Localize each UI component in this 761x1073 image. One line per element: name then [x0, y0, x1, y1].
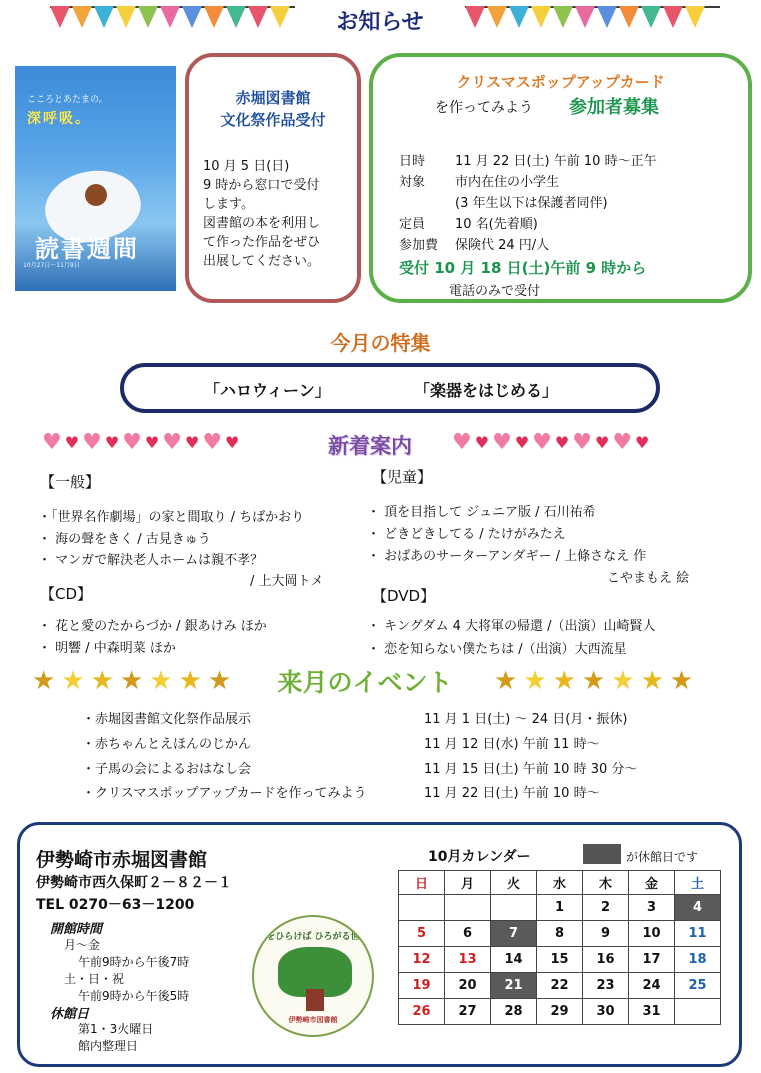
- christmas-event-title: クリスマスポップアップカード: [456, 73, 665, 91]
- star-icon: ★: [90, 666, 114, 696]
- calendar-note: が休館日です: [626, 850, 699, 864]
- heart-icon: ♥: [225, 433, 240, 452]
- event-date: 11 月 22 日(土) 午前 10 時～: [424, 786, 600, 801]
- bunting-flag: [487, 6, 507, 28]
- heart-icon: ♥: [572, 430, 592, 455]
- calendar-empty-cell: [399, 895, 445, 921]
- star-icon: ★: [611, 666, 635, 696]
- hours-title: 開館時間: [50, 922, 103, 937]
- library-logo: 本をひらけば ひろがる世界 伊勢崎市図書館: [252, 915, 374, 1037]
- culture-festival-title: 赤堀図書館 文化祭作品受付: [220, 89, 326, 129]
- event-date: 11 月 12 日(水) 午前 11 時～: [424, 737, 600, 752]
- library-phone: TEL 0270－63－1200: [36, 897, 195, 913]
- book-item: ・ 頂を目指して ジュニア版 / 石川祐希: [367, 505, 596, 520]
- bunting-flag: [641, 6, 661, 28]
- event-accept: 受付 10 月 18 日(土)午前 9 時から: [399, 259, 647, 277]
- calendar-day: 23: [583, 973, 629, 999]
- star-icon: ★: [149, 666, 173, 696]
- calendar-day: 1: [537, 895, 583, 921]
- calendar-day: 9: [583, 921, 629, 947]
- weekend-label: 土・日・祝: [64, 972, 125, 986]
- closed-day-1: 第1・3火曜日: [78, 1022, 154, 1036]
- heart-icon: ♥: [635, 433, 650, 452]
- event-accept-note: 電話のみで受付: [449, 284, 541, 299]
- bunting-flag: [509, 6, 529, 28]
- bunting-flag: [72, 6, 92, 28]
- bunting-flag: [138, 6, 158, 28]
- bunting-flag: [116, 6, 136, 28]
- calendar-day: 17: [629, 947, 675, 973]
- star-icon: ★: [552, 666, 576, 696]
- calendar-day: 10: [629, 921, 675, 947]
- heart-icon: ♥: [514, 433, 530, 452]
- star-icon: ★: [494, 666, 518, 696]
- event-detail-row: 定員 10 名(先着順): [399, 217, 538, 232]
- feature-item-instruments: 「楽器をはじめる」: [414, 381, 559, 400]
- category-children: 【児童】: [372, 468, 433, 486]
- calendar-day: 31: [629, 999, 675, 1025]
- hearts-right: [452, 430, 652, 456]
- calendar-day: 12: [399, 947, 445, 973]
- christmas-event-subtitle: を作ってみよう: [435, 100, 533, 116]
- calendar-title: 10月カレンダー: [428, 849, 531, 865]
- star-icon: ★: [640, 666, 664, 696]
- calendar-day: 15: [537, 947, 583, 973]
- star-icon: ★: [581, 666, 606, 696]
- dvd-item: ・ 恋を知らない僕たちは /（出演）大西流星: [367, 642, 627, 657]
- heart-icon: ♥: [554, 433, 570, 452]
- calendar-day: 18: [675, 947, 721, 973]
- bunting-flag: [204, 6, 224, 28]
- heart-icon: ♥: [452, 430, 472, 455]
- calendar-day: 5: [399, 921, 445, 947]
- bunting-flag: [94, 6, 114, 28]
- library-info-box: [17, 822, 742, 1067]
- weekday-label: 月～金: [64, 938, 101, 952]
- star-icon: ★: [669, 666, 694, 696]
- bunting-flag: [531, 6, 551, 28]
- heart-icon: ♥: [122, 430, 142, 455]
- heart-icon: ♥: [474, 433, 490, 452]
- star-icon: ★: [32, 666, 56, 696]
- calendar-day: 28: [491, 999, 537, 1025]
- calendar-day: 24: [629, 973, 675, 999]
- dvd-item: ・ キングダム 4 大将軍の帰還 /（出演）山崎賢人: [367, 619, 656, 634]
- new-arrivals-title: 新着案内: [328, 434, 412, 458]
- book-item: ・「世界名作劇場」の家と間取り / ちばかおり: [38, 510, 305, 525]
- poster-title: 読書週間: [35, 235, 139, 263]
- calendar-weekday-header: 水: [537, 871, 583, 895]
- event-detail-row: 参加費 保険代 24 円/人: [399, 238, 550, 253]
- event-detail-row: (3 年生以下は保護者同伴): [455, 196, 608, 211]
- bunting-flag: [553, 6, 573, 28]
- poster-catch: 深呼吸。: [27, 111, 91, 127]
- calendar-weekday-header: 火: [491, 871, 537, 895]
- bunting-flag: [663, 6, 683, 28]
- bunting-flag: [226, 6, 246, 28]
- heart-icon: ♥: [42, 430, 62, 455]
- october-calendar: [398, 870, 721, 1025]
- bunting-flag: [685, 6, 705, 28]
- heart-icon: ♥: [532, 430, 552, 455]
- event-date: 11 月 1 日(土) ～ 24 日(月・振休): [424, 712, 628, 727]
- heart-icon: ♥: [612, 430, 633, 455]
- calendar-day: 30: [583, 999, 629, 1025]
- bunting-flag: [619, 6, 639, 28]
- weekday-hours: 午前9時から午後7時: [78, 955, 190, 969]
- bunting-flag: [182, 6, 202, 28]
- library-address: 伊勢崎市西久保町２－８２－１: [36, 875, 232, 891]
- bunting-flag: [50, 6, 70, 28]
- participant-recruitment: 参加者募集: [569, 97, 659, 118]
- calendar-day: 25: [675, 973, 721, 999]
- closed-day-2: 館内整理日: [78, 1039, 139, 1053]
- hearts-left: [42, 430, 242, 456]
- calendar-day: 3: [629, 895, 675, 921]
- closed-day-legend-swatch: [583, 844, 621, 864]
- calendar-weekday-header: 月: [445, 871, 491, 895]
- book-item: ・ おばあのサーターアンダギー / 上條さなえ 作: [367, 549, 647, 564]
- cd-item: ・ 花と愛のたからづか / 銀あけみ ほか: [38, 619, 267, 634]
- calendar-day: 11: [675, 921, 721, 947]
- heart-icon: ♥: [202, 430, 223, 455]
- event-detail-row: 日時 11 月 22 日(土) 午前 10 時～正午: [399, 154, 657, 169]
- calendar-day: 21: [491, 973, 537, 999]
- bunting-left: [50, 6, 292, 32]
- calendar-weekday-header: 日: [399, 871, 445, 895]
- bunting-flag: [465, 6, 485, 28]
- calendar-day: 27: [445, 999, 491, 1025]
- book-item-author: / 上大岡トメ: [250, 574, 324, 589]
- christmas-card-event-box: [369, 53, 752, 303]
- heart-icon: ♥: [594, 433, 610, 452]
- cd-item: ・ 明響 / 中森明菜 ほか: [38, 641, 176, 656]
- calendar-empty-cell: [445, 895, 491, 921]
- star-icon: ★: [178, 666, 202, 696]
- heart-icon: ♥: [184, 433, 200, 452]
- book-item-author: こやまもえ 絵: [607, 571, 690, 586]
- feature-box: [120, 363, 660, 413]
- page-title: お知らせ: [336, 10, 424, 35]
- calendar-weekday-header: 土: [675, 871, 721, 895]
- event-name: ・赤ちゃんとえほんのじかん: [82, 737, 252, 752]
- book-item: ・ 海の聲をきく / 古見きゅう: [38, 532, 211, 547]
- category-general: 【一般】: [40, 473, 101, 491]
- calendar-day: 7: [491, 921, 537, 947]
- stars-right: [494, 668, 699, 694]
- reading-week-poster: [15, 66, 176, 291]
- bunting-flag: [597, 6, 617, 28]
- calendar-day: 4: [675, 895, 721, 921]
- bunting-flag: [575, 6, 595, 28]
- bunting-flag: [248, 6, 268, 28]
- stars-left: [32, 668, 237, 694]
- category-cd: 【CD】: [40, 585, 93, 603]
- heart-icon: ♥: [144, 433, 160, 452]
- feature-title: 今月の特集: [330, 331, 431, 355]
- calendar-day: 29: [537, 999, 583, 1025]
- event-name: ・子馬の会によるおはなし会: [82, 762, 252, 777]
- calendar-weekday-header: 金: [629, 871, 675, 895]
- bunting-flag: [270, 6, 290, 28]
- book-item: ・ どきどきしてる / たけがみたえ: [367, 527, 566, 542]
- event-name: ・赤堀図書館文化祭作品展示: [82, 712, 252, 727]
- poster-child-illustration: [85, 184, 107, 206]
- book-item: ・ マンガで解決老人ホームは親不孝？: [38, 553, 264, 568]
- heart-icon: ♥: [104, 433, 120, 452]
- events-title: 来月のイベント: [277, 668, 453, 697]
- calendar-day: 14: [491, 947, 537, 973]
- heart-icon: ♥: [64, 433, 80, 452]
- event-detail-row: 対象 市内在住の小学生: [399, 175, 560, 190]
- calendar-day: 19: [399, 973, 445, 999]
- culture-festival-body: 10 月 5 日(日) 9 時から窓口で受付 します。 図書館の本を利用し て作った作品をぜひ 出展してください。: [203, 159, 321, 269]
- event-name: ・クリスマスポップアップカードを作ってみよう: [82, 786, 367, 801]
- calendar-empty-cell: [675, 999, 721, 1025]
- feature-item-halloween: 「ハロウィーン」: [204, 381, 331, 400]
- heart-icon: ♥: [162, 430, 182, 455]
- book-trunk-icon: [306, 989, 324, 1011]
- calendar-empty-cell: [491, 895, 537, 921]
- calendar-weekday-header: 木: [583, 871, 629, 895]
- bunting-right: [465, 6, 707, 32]
- calendar-day: 16: [583, 947, 629, 973]
- heart-icon: ♥: [492, 430, 512, 455]
- calendar-day: 26: [399, 999, 445, 1025]
- calendar-day: 22: [537, 973, 583, 999]
- poster-dates: 10月27日～11月9日: [23, 262, 80, 269]
- weekend-hours: 午前9時から午後5時: [78, 989, 190, 1003]
- heart-icon: ♥: [82, 430, 102, 455]
- closed-title: 休館日: [50, 1007, 90, 1022]
- calendar-day: 2: [583, 895, 629, 921]
- star-icon: ★: [523, 666, 547, 696]
- star-icon: ★: [119, 666, 144, 696]
- culture-festival-box: [185, 53, 361, 303]
- calendar-day: 6: [445, 921, 491, 947]
- event-date: 11 月 15 日(土) 午前 10 時 30 分～: [424, 762, 638, 777]
- poster-tagline: こころとあたまの。: [27, 95, 108, 105]
- calendar-day: 20: [445, 973, 491, 999]
- calendar-day: 8: [537, 921, 583, 947]
- calendar-day: 13: [445, 947, 491, 973]
- star-icon: ★: [61, 666, 85, 696]
- star-icon: ★: [207, 666, 232, 696]
- bunting-flag: [160, 6, 180, 28]
- category-dvd: 【DVD】: [372, 587, 436, 605]
- library-name: 伊勢崎市赤堀図書館: [36, 849, 208, 871]
